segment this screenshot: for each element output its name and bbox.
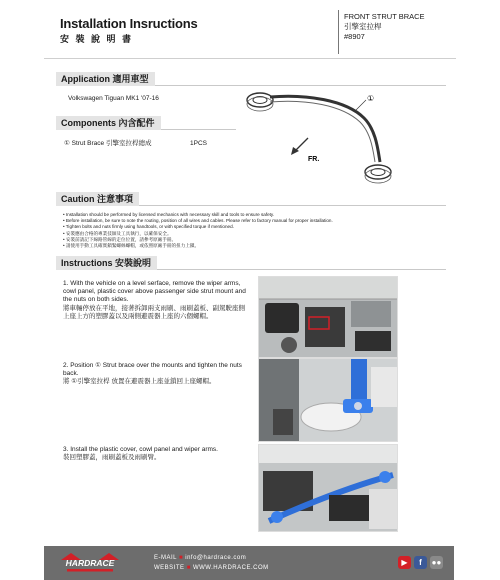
caution-item: • 請使用手動工具確實鎖緊螺絲螺帽，或依照原廠手冊的扭力上鎖。 [63,243,200,249]
caution-heading: Caution 注意事項 [56,192,139,206]
step-2-photo [258,358,398,442]
strut-brace-diagram [236,80,402,186]
brace-bar [270,96,380,162]
wechat-icon[interactable]: ●● [431,558,442,567]
document-subtitle: 安 裝 說 明 書 [60,34,134,44]
step-1-text-cn: 將車輛停放在平地，接著拆卸兩支雨刷、雨刷蓋板、副駕駛座側上座上方的塑膠蓋以及兩側避震器上座的六個螺帽。 [63,304,245,320]
product-name: FRONT STRUT BRACE [344,12,425,21]
component-qty: 1PCS [190,140,207,147]
website-bullet: ■ [186,565,191,571]
product-info [344,12,425,42]
facebook-icon[interactable]: f [414,556,427,569]
right-mount-ring [365,165,391,179]
email-label: E-MAIL [154,555,177,561]
caution-item: • Before installation, be sure to note the routing, position of all wires and cables. Please refer to factory manual for proper installation. [63,218,333,224]
instructions-heading: Instructions 安裝說明 [56,256,157,270]
email-line [154,553,269,563]
step-1-text: 1. With the vehicle on a level serface, remove the wiper arms, cowl panel, plastic cover above passenger side strut mount and the nuts on both sides. [63,280,246,304]
caution-item: • Installation should be performed by licensed mechanics with necessary skill and tools to ensure safety. [63,212,275,217]
part-number: #8907 [344,32,365,41]
caution-item: • 安裝前請記下線路管線的走位位置，請參考原廠手冊。 [63,236,177,242]
product-name-cn: 引擎室拉桿 [344,22,382,31]
instructions-section [56,256,446,270]
svg-text:HARDRACE: HARDRACE [65,558,115,568]
components-section [56,116,236,130]
website-label: WEBSITE [154,565,185,571]
step-3-photo [258,444,398,532]
youtube-icon[interactable]: ▶ [398,556,411,569]
caution-section [56,192,446,206]
hardrace-logo [59,552,121,574]
callout-line [356,100,366,110]
contact-info [154,553,269,573]
step-1-photo [258,276,398,358]
caution-list [63,212,453,249]
direction-label: FR. [308,156,320,163]
step-2 [63,362,249,387]
step-2-text: 2. Position ① Strut brace over the mounts and tighten the nuts back. [63,362,242,378]
vehicle-text: Volkswagen Tiguan MK1 '07-16 [68,95,159,102]
left-mount-ring [247,93,273,107]
email-link[interactable]: info@hardrace.com [185,555,247,561]
step-2-text-cn: 將 ①引擎室拉桿 放置在避震器上座並鎖回上座螺帽。 [63,378,216,386]
document-title: Installation Insructions [60,16,198,31]
step-1 [63,280,249,321]
component-item: ① Strut Brace 引擎室拉桿總成 [64,140,152,147]
step-3 [63,446,249,462]
caution-item: • Tighten bolts and nuts firmly using handtools, or with specified torque if mentioned. [63,224,234,230]
website-line [154,563,269,573]
caution-item: • 安裝應由合格的專業技師及工具執行，以確保安全。 [63,230,172,236]
components-heading: Components 內含配件 [56,116,161,130]
header-rule [44,58,456,59]
application-heading: Application 適用車型 [56,72,155,86]
website-link[interactable]: WWW.HARDRACE.COM [192,565,269,571]
header-divider [338,10,339,54]
callout-label: ① [367,94,375,103]
step-3-text-cn: 裝回塑膠蓋，雨刷蓋板及雨刷臂。 [63,454,161,462]
step-3-text: 3. Install the plastic cover, cowl panel and wiper arms. [63,446,218,453]
email-bullet: ■ [178,555,184,561]
footer [44,546,454,580]
